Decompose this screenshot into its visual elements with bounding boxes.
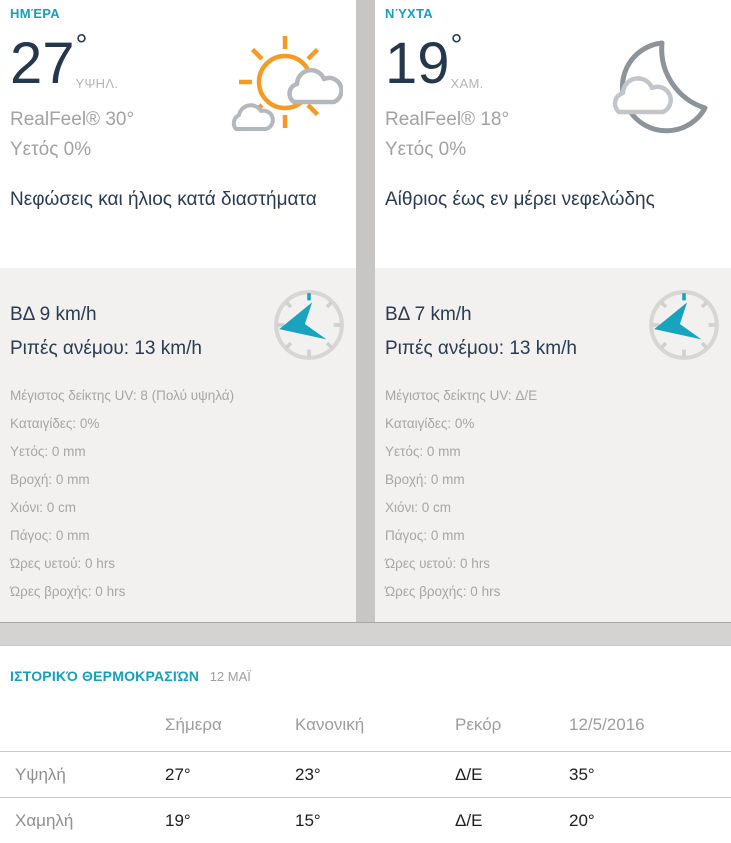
day-wind: ΒΔ 9 km/h (10, 304, 97, 325)
day-gusts: Ριπές ανέμου: 13 km/h (10, 338, 202, 359)
day-details-list (10, 382, 346, 606)
night-summary (375, 0, 731, 268)
low-record: Δ/Ε (455, 810, 483, 830)
night-detail-ice: Πάγος: 0 mm (385, 528, 465, 543)
day-detail-uv: Μέγιστος δείκτης UV: 8 (Πολύ υψηλά) (10, 388, 235, 403)
high-today: 27° (165, 764, 191, 784)
day-detail-thunderstorms: Καταιγίδες: 0% (10, 416, 100, 431)
night-gusts: Ριπές ανέμου: 13 km/h (385, 338, 577, 359)
day-temp-value: 27 (10, 31, 75, 96)
night-details-list (385, 382, 721, 606)
panel-night (375, 0, 731, 622)
night-detail-snow: Χιόνι: 0 cm (385, 500, 452, 515)
day-detail-ice: Πάγος: 0 mm (10, 528, 90, 543)
row-label-low: Χαμηλή (15, 810, 74, 830)
night-precip-probability: Υετός 0% (385, 139, 467, 160)
header-lastyear: 12/5/2016 (569, 715, 645, 734)
night-temp-side (450, 29, 484, 91)
day-detail-snow: Χιόνι: 0 cm (10, 500, 77, 515)
history-table (0, 699, 731, 843)
high-record: Δ/Ε (455, 764, 483, 784)
night-detail-uv: Μέγιστος δείκτης UV: Δ/Ε (385, 388, 538, 403)
day-summary (0, 0, 356, 268)
night-label: ΝΎΧΤΑ (385, 6, 433, 21)
night-detail-section (375, 268, 731, 622)
day-detail-precipitation: Υετός: 0 mm (10, 444, 86, 459)
header-normal: Κανονική (295, 715, 365, 734)
night-temp-value: 19 (385, 31, 450, 96)
day-temp-label: ΥΨΗΛ. (75, 76, 119, 91)
night-temp-label: ΧΑΜ. (450, 76, 484, 91)
section-divider (0, 622, 731, 646)
day-temperature (10, 29, 119, 96)
night-wind: ΒΔ 7 km/h (385, 304, 472, 325)
history-table-header (0, 699, 731, 752)
night-detail-rain: Βροχή: 0 mm (385, 472, 465, 487)
day-temp-side (75, 29, 119, 91)
night-temperature (385, 29, 484, 96)
night-detail-rain-hours: Ώρες βροχής: 0 hrs (385, 584, 501, 599)
history-title: ΙΣΤΟΡΙΚΌ ΘΕΡΜΟΚΡΑΣΙΏΝ (10, 668, 200, 684)
high-normal: 23° (295, 764, 321, 784)
sun-clouds-icon (228, 25, 343, 140)
night-wind-text (385, 298, 577, 366)
header-today: Σήμερα (165, 715, 222, 734)
night-detail-thunderstorms: Καταιγίδες: 0% (385, 416, 475, 431)
row-label-high: Υψηλή (15, 764, 66, 784)
history-date: 12 ΜΑΪ (209, 669, 251, 684)
day-detail-precip-hours: Ώρες υετού: 0 hrs (10, 556, 116, 571)
day-wind-row (10, 298, 346, 366)
wind-compass-icon (270, 286, 348, 364)
wind-compass-icon (645, 286, 723, 364)
day-label: ΗΜΈΡΑ (10, 6, 60, 21)
night-phrase: Αίθριος έως εν μέρει νεφελώδης (385, 189, 655, 210)
day-detail-rain-hours: Ώρες βροχής: 0 hrs (10, 584, 126, 599)
temperature-history-section (0, 668, 731, 843)
moon-cloud-icon (597, 30, 717, 145)
degree-symbol: ° (75, 29, 88, 62)
day-detail-rain: Βροχή: 0 mm (10, 472, 90, 487)
day-detail-section (0, 268, 356, 622)
night-wind-row (385, 298, 721, 366)
low-normal: 15° (295, 810, 321, 830)
day-realfeel: RealFeel® 30° (10, 109, 135, 130)
degree-symbol: ° (450, 29, 463, 62)
header-record: Ρεκόρ (455, 715, 502, 734)
history-header (10, 668, 731, 685)
low-lastyear: 20° (569, 810, 595, 830)
day-precip-probability: Υετός 0% (10, 139, 92, 160)
high-lastyear: 35° (569, 764, 595, 784)
day-phrase: Νεφώσεις και ήλιος κατά διαστήματα (10, 189, 317, 210)
low-today: 19° (165, 810, 191, 830)
night-realfeel: RealFeel® 18° (385, 109, 510, 130)
panel-day (0, 0, 356, 622)
table-row-low (0, 797, 731, 843)
day-wind-text (10, 298, 202, 366)
night-detail-precipitation: Υετός: 0 mm (385, 444, 461, 459)
table-row-high (0, 752, 731, 797)
night-detail-precip-hours: Ώρες υετού: 0 hrs (385, 556, 491, 571)
